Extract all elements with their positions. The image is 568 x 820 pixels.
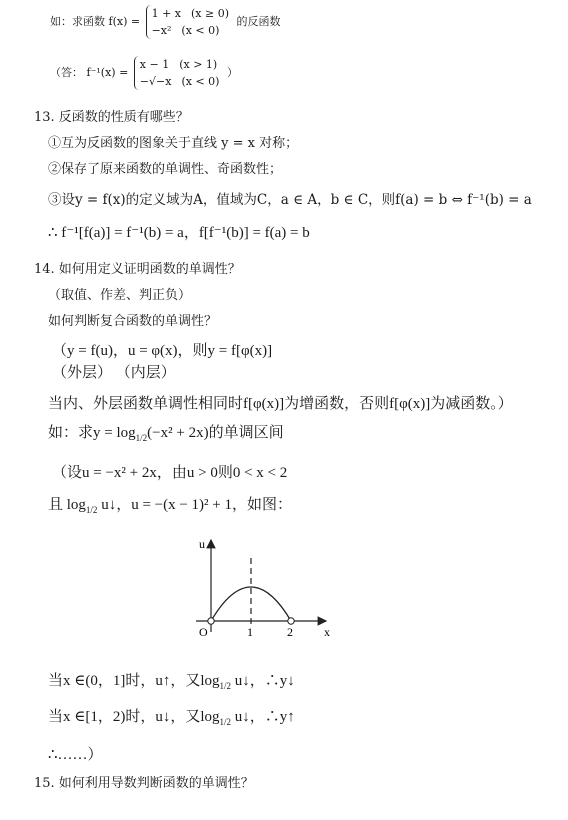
q14-hint: （取值、作差、判正负）: [48, 288, 192, 303]
case-2-prefix: 当x ∈[1，2)时，u↓，又log: [48, 709, 220, 725]
q13-title: 13. 反函数的性质有哪些？: [34, 110, 189, 125]
and-prefix: 且 log: [48, 497, 86, 513]
and-suffix: u↓，u = −(x − 1)² + 1，如图：: [97, 497, 293, 513]
q13-property-1: ①互为反函数的图象关于直线 y = x 对称；: [48, 136, 299, 151]
piecewise-brace: [146, 5, 229, 39]
log-base: 1/2: [135, 433, 148, 443]
log-base: 1/2: [85, 505, 98, 515]
log-base: 1/2: [219, 717, 232, 727]
q14-layers: （外层） （内层）: [52, 365, 176, 381]
x-axis-label: x: [324, 625, 330, 639]
tick-label-2: 2: [287, 625, 293, 639]
q14-case-2: [48, 708, 295, 729]
tick-label-1: 1: [247, 625, 253, 639]
answer-suffix: ）: [226, 65, 238, 79]
origin-label: O: [199, 625, 208, 639]
example-function: f(x) =: [108, 14, 141, 28]
answer-prefix: （答：: [50, 65, 83, 79]
origin-point: [208, 618, 214, 624]
piece-1: 1 + x: [151, 7, 181, 20]
example-suffix: 的反函数: [236, 14, 281, 28]
q13-property-3: ③设y = f(x)的定义域为A，值域为C，a ∈ A，b ∈ C，则f(a) = b ⇔ f⁻¹(b) = a: [48, 192, 532, 208]
example-log-suffix: (−x² + 2x)的单调区间: [147, 425, 284, 441]
case-2-suffix: u↓，∴y↑: [231, 709, 295, 725]
q14-rule: 当内、外层函数单调性相同时f[φ(x)]为增函数，否则f[φ(x)]为减函数。）: [48, 396, 513, 412]
q14-title: 14. 如何用定义证明函数的单调性？: [34, 262, 241, 277]
q14-and-line: [48, 496, 292, 517]
case-1-suffix: u↓，∴y↓: [231, 673, 295, 689]
piece-1: x − 1: [139, 58, 170, 71]
q15-title: 15. 如何利用导数判断函数的单调性？: [34, 776, 254, 791]
log-base: 1/2: [219, 681, 232, 691]
y-axis-label: u: [199, 537, 205, 551]
piece-1-condition: (x > 1): [179, 58, 218, 71]
piece-1-condition: (x ≥ 0): [191, 7, 229, 20]
piece-2: −√−x: [139, 75, 172, 89]
example-log-prefix: 如：求y = log: [48, 425, 136, 441]
parabola-curve: [211, 587, 291, 621]
q14-subquestion: 如何判断复合函数的单调性？: [48, 314, 218, 329]
example-inverse-function: [50, 5, 281, 39]
q14-composition: （y = f(u)，u = φ(x)，则y = f[φ(x)]: [52, 343, 273, 359]
q13-conclusion: ∴ f⁻¹[f(a)] = f⁻¹(b) = a，f[f⁻¹(b)] = f(a) = b: [48, 225, 310, 241]
q13-property-2: ②保存了原来函数的单调性、奇函数性；: [48, 162, 283, 177]
q14-substitution: （设u = −x² + 2x，由u > 0则0 < x < 2: [52, 465, 288, 481]
case-1-prefix: 当x ∈(0，1]时，u↑，又log: [48, 673, 220, 689]
q14-end: ∴……）: [48, 747, 103, 763]
q14-case-1: [48, 672, 295, 693]
q14-example: [48, 424, 284, 445]
point-2: [288, 618, 294, 624]
piece-2: −x²: [151, 24, 172, 38]
piecewise-brace: [134, 56, 220, 90]
piece-2-condition: (x < 0): [181, 75, 220, 89]
answer-function: f⁻¹(x) =: [86, 65, 129, 79]
example-answer: [50, 56, 238, 90]
piece-2-condition: (x < 0): [181, 24, 220, 38]
example-prefix: 如：求函数: [50, 14, 105, 28]
